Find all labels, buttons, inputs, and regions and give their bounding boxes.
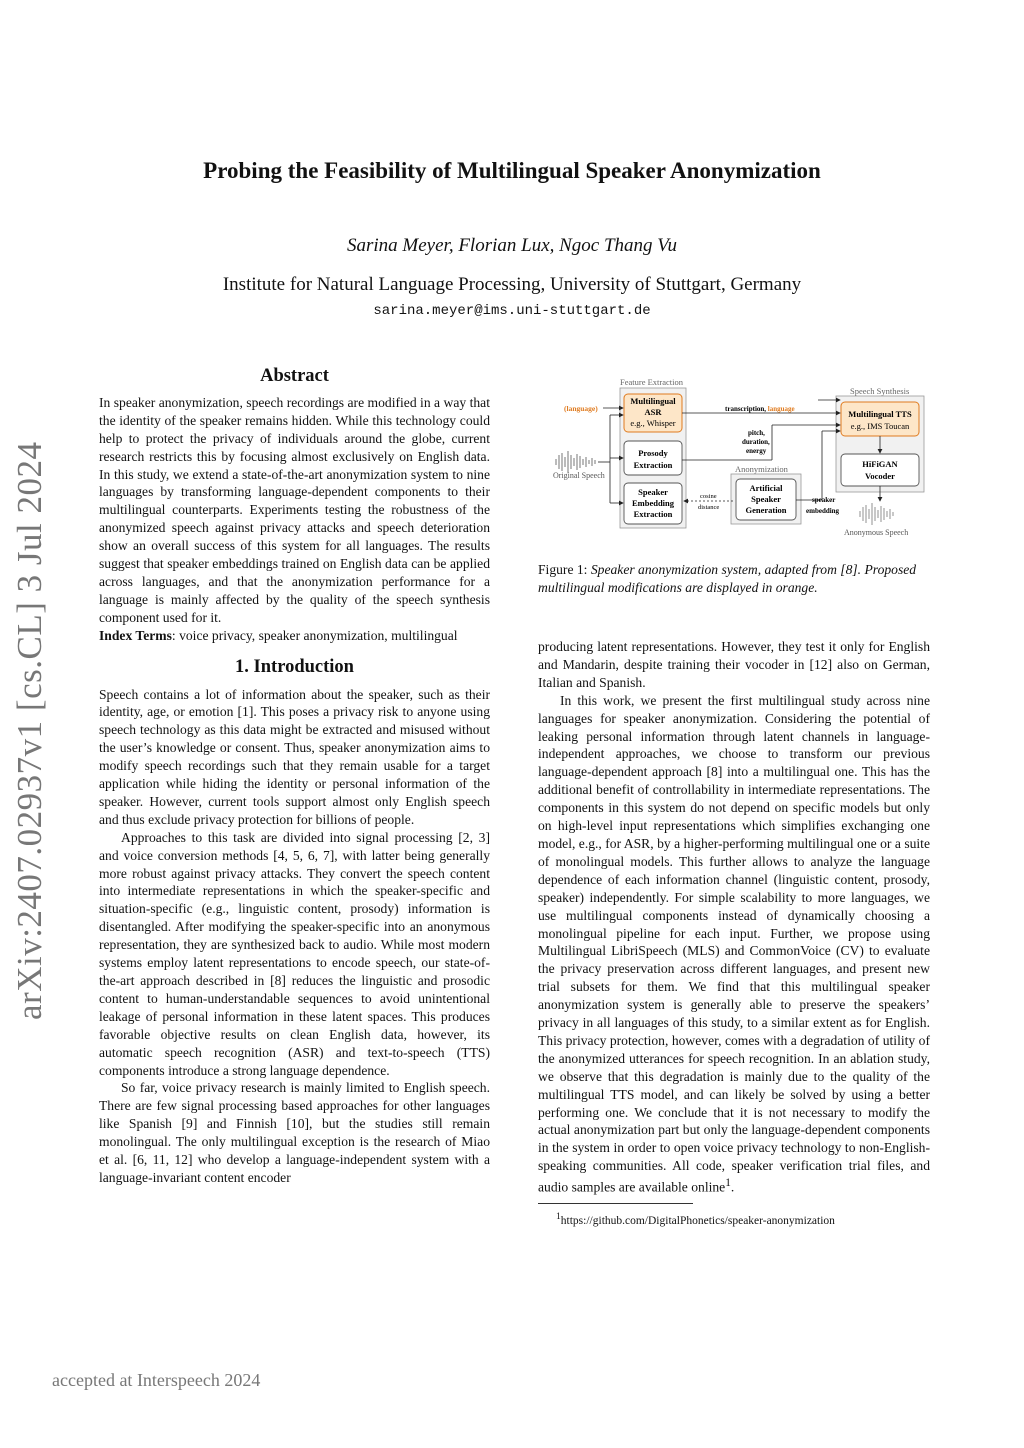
vocoder-line-2: Vocoder [865,471,895,481]
arxiv-identifier[interactable]: arXiv:2407.02937v1 [cs.CL] 3 Jul 2024 [10,441,49,1020]
intro-paragraph-5-end: . [730,1179,735,1195]
prosody-line-1: Prosody [638,448,668,458]
speaker-label: speaker [812,496,836,504]
paper-email[interactable]: sarina.meyer@ims.uni-stuttgart.de [373,303,651,319]
tts-line-2: e.g., IMS Toucan [850,421,910,431]
footnote-url[interactable]: https://github.com/DigitalPhonetics/speaker-anonymization [560,1214,835,1227]
artificial-line-1: Artificial [749,483,783,493]
artificial-line-3: Generation [745,505,787,515]
anonymization-label: Anonymization [735,464,788,474]
introduction-heading: 1. Introduction [235,656,354,677]
language-text: language [767,405,795,413]
cosine-label: cosine [700,493,717,500]
index-terms [99,627,490,645]
footnote-divider [538,1203,693,1204]
intro-paragraph-1: Speech contains a lot of information about the speaker, such as their identity, age, or emotion [1]. This poses a privacy risk to anyone using speech technology as this data might be extracted and misused without the user’s knowledge or consent. Thus, speaker anonymization aims to modify speech recordings such that they remain usable for a target application while hiding the identity or personal information of the speaker. However, current tools support almost only English speech and thus exclude privacy protection for billions of people. [99,686,490,827]
index-terms-text: : voice privacy, speaker anonymization, multilingual [171,627,458,643]
asr-line-3: e.g., Whisper [630,418,676,428]
intro-paragraph-3: So far, voice privacy research is mainly limited to English speech. There are few signal processing based approaches for other languages like Spanish [9] and Finnish [10], but the studies still remain monolingual. The only multilingual exception is the research of Miao et al. [6, 11, 12] who develop a language-independent system with a language-invariant content encoder [99,1080,490,1185]
right-column [538,638,930,1230]
intro-paragraph-5 [538,692,930,1197]
anonymous-speech-waveform [860,503,893,525]
abstract-heading: Abstract [260,366,329,386]
transcription-text: transcription, [725,405,768,413]
feature-extraction-label: Feature Extraction [620,377,684,387]
distance-label: distance [698,504,720,511]
abstract-text: In speaker anonymization, speech recordings are modified in a way that the identity of the speaker remains hidden. While this technology could help to protect the privacy of individuals around the globe, current research restricts this by focusing almost exclusively on English data. In this study, we extend a state-of-the-art anonymization system to nine languages by transforming language-dependent components to their multilingual counterparts. Experiments testing the robustness of the anonymized speech against privacy attacks and speech deterioration show an overall success of this system for all languages. The results suggest that speaker embeddings trained on English data can be applied across languages, and that the anonymization performance for a language is mainly affected by the quality of the speech synthesis component used for it. [99,394,490,625]
figure-caption-label: Figure 1: [538,562,588,577]
paper-authors: Sarina Meyer, Florian Lux, Ngoc Thang Vu [346,235,677,256]
anonymous-speech-label: Anonymous Speech [844,528,909,537]
index-terms-label: Index Terms [99,627,172,643]
figure-caption-text: Speaker anonymization system, adapted from [8]. Proposed multilingual modifications are displayed in orange. [538,562,917,595]
paper-affiliation: Institute for Natural Language Processing, University of Stuttgart, Germany [222,274,802,295]
footnote-mark: 1 [556,1210,561,1222]
embedding-line-3: Extraction [633,509,673,519]
left-column [99,368,490,1187]
energy-label: energy [746,447,767,455]
vocoder-line-1: HiFiGAN [862,459,898,469]
figure-caption [538,561,930,597]
artificial-line-2: Speaker [751,494,781,504]
prosody-line-2: Extraction [633,460,673,470]
language-input-label: (language) [564,404,598,413]
intro-paragraph-5-text: In this work, we present the first multilingual study across nine languages for speaker anonymization. Considering the potential of leaking personal information through latent channels in language-independent approaches, we choose to transform our previous language-dependent approach [8] into a multilingual one. This has the additional benefit of controllability in intermediate representations. The components in this system do not depend on specific models but only on high-level input representations which simplifies exchanging one model, e.g., for ASR, by a higher-performing multilingual one or a suite of monolingual models. This further allows to analyze the language dependence of each information channel (linguistic content, prosody, speaker) independently. For simple scalability to more languages, we use multilingual components instead of dynamically choosing a monolingual pipeline for each input. Further, we propose using Multilingual LibriSpeech (MLS) and CommonVoice (CV) to evaluate the privacy preservation across different languages, and present new trial subsets for them. We find that this multilingual speaker anonymization system is generally able to preserve the speakers’ privacy in all languages of this study, to a similar extent as for English. This privacy protection, however, comes with a degradation of utility of the anonymized utterances for speech recognition. In an ablation study, we observe that this degradation is mainly due to the quality of the multilingual TTS model, and can likely be solved by using a better performing one. We conclude that it is not necessary to modify the actual anonymization part but only the language-dependent components in the system in order to open voice privacy technology to non-English-speaking communities. All code, speaker verification trial files, and audio samples are available online [538,692,930,1195]
asr-line-1: Multilingual [630,396,676,406]
figure-system-diagram [550,375,930,540]
pitch-label: pitch, [748,429,765,437]
original-speech-label: Original Speech [553,471,605,480]
speech-synthesis-label: Speech Synthesis [850,386,910,396]
asr-line-2: ASR [644,407,662,417]
original-speech-waveform [556,451,595,473]
footnote-reference[interactable]: 1 [725,1177,731,1190]
duration-label: duration, [742,438,770,446]
embedding-line-2: Embedding [631,498,675,508]
footnote [538,1208,930,1231]
intro-paragraph-4: producing latent representations. However, they test it only for English and Mandarin, despite training their vocoder in [12] also on German, Italian and Spanish. [538,639,930,690]
tts-line-1: Multilingual TTS [848,409,912,419]
embedding-label: embedding [806,507,840,515]
embedding-line-1: Speaker [638,487,668,497]
transcription-label [725,405,795,413]
intro-paragraph-2: Approaches to this task are divided into signal processing [2, 3] and voice conversion methods [4, 5, 6, 7], with latter being generally more robust against privacy attacks. They convert the speech content into intermediate representations in which the speaker-specific and situation-specific (e.g., linguistic content, prosody) information is disentangled. After modifying the speaker-specific into an anonymous representation, they are synthesized back to audio. While most modern systems employ latent representations to encode speech, our state-of-the-art approach described in [8] reduces the linguistic and prosodic content to human-understandable sequences to avoid unintentional leakage of personal information in these latent spaces. This produces favorable objective results on clean English data, however, its automatic speech recognition (ASR) and text-to-speech (TTS) components introduce a strong language dependence. [99,829,490,1078]
paper-title: Probing the Feasibility of Multilingual Speaker Anonymization [203,158,821,183]
footer-note: accepted at Interspeech 2024 [52,1370,261,1390]
